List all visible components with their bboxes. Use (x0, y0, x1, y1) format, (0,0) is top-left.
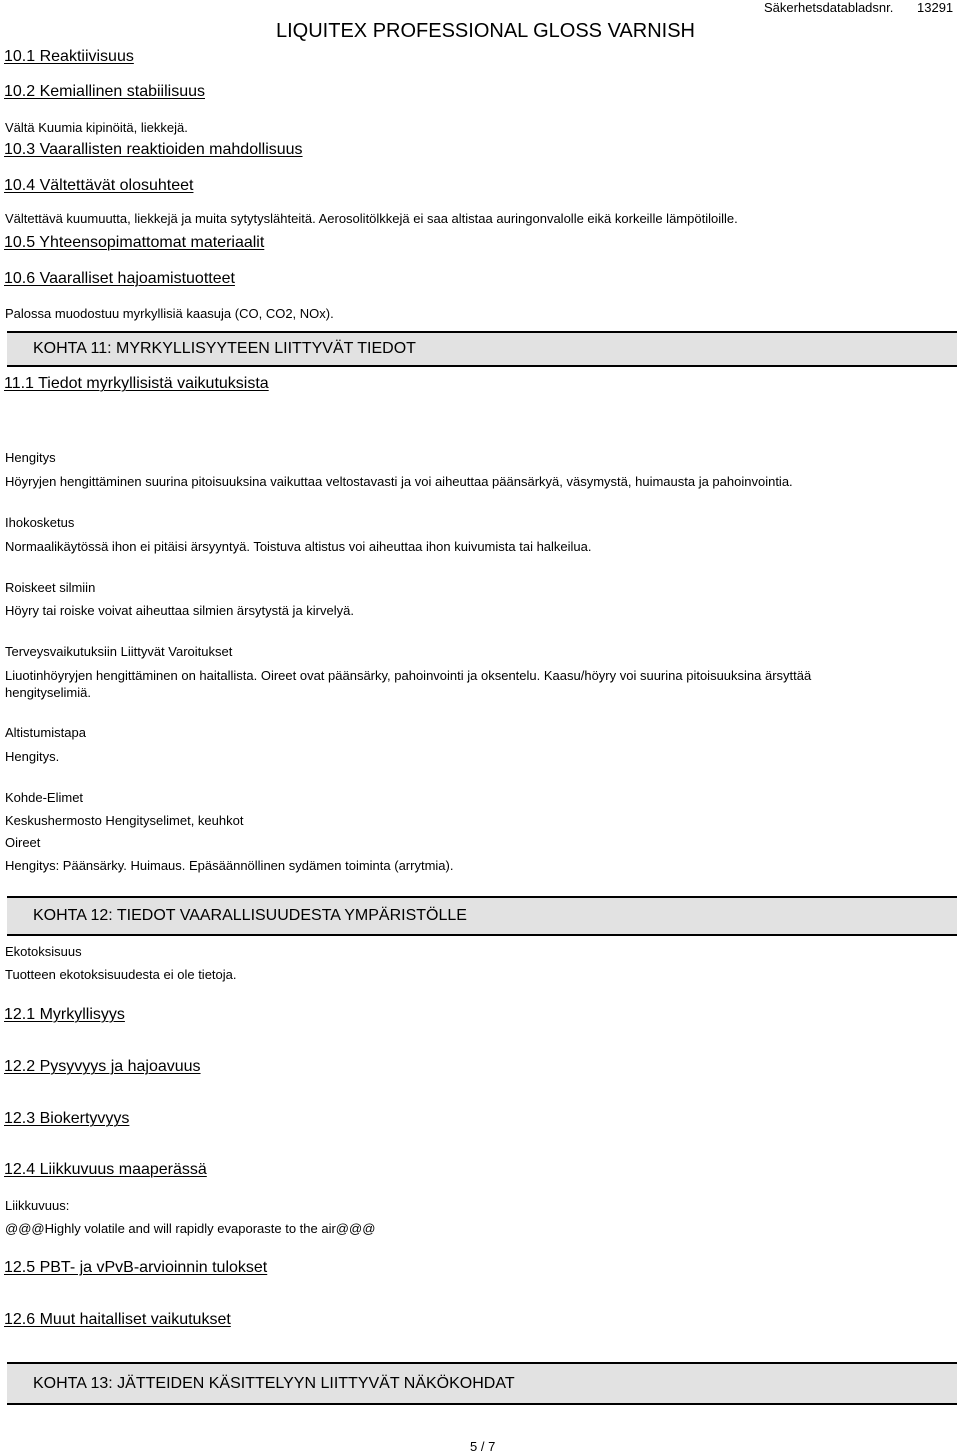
text-ekotoksisuus: Tuotteen ekotoksisuudesta ei ole tietoja. (5, 967, 237, 982)
text-oireet: Hengitys: Päänsärky. Huimaus. Epäsäännöllinen sydämen toiminta (arrytmia). (5, 858, 454, 873)
section-13-banner (7, 1362, 957, 1405)
text-ihokosketus: Normaalikäytössä ihon ei pitäisi ärsyyntyä. Toistuva altistus voi aiheuttaa ihon kuivumista tai halkeilua. (5, 539, 592, 554)
section-12-banner (7, 896, 957, 936)
label-altistumistapa: Altistumistapa (5, 725, 86, 740)
label-silmat: Roiskeet silmiin (5, 580, 96, 595)
label-oireet: Oireet (5, 835, 41, 850)
product-title: LIQUITEX PROFESSIONAL GLOSS VARNISH (276, 20, 695, 42)
label-terveysvaroitukset: Terveysvaikutuksiin Liittyvät Varoitukset (5, 644, 233, 659)
label-liikkuvuus: Liikkuvuus: (5, 1198, 70, 1213)
text-silmat: Höyry tai roiske voivat aiheuttaa silmien ärsytystä ja kirvelyä. (5, 603, 354, 618)
section-heading-10-6: 10.6 Vaaralliset hajoamistuotteet (4, 270, 235, 287)
section-heading-12-2: 12.2 Pysyvyys ja hajoavuus (4, 1058, 201, 1075)
text-10-4: Vältettävä kuumuutta, liekkejä ja muita sytytyslähteitä. Aerosolitölkkejä ei saa altistaa auringonvalolle eikä korkeille lämpötiloille. (5, 211, 738, 226)
section-heading-12-3: 12.3 Biokertyvyys (4, 1110, 130, 1127)
document-type-label: Säkerhetsdatabladsnr. (764, 0, 894, 15)
text-liikkuvuus: @@@Highly volatile and will rapidly evaporaste to the air@@@ (5, 1221, 376, 1236)
section-heading-12-5: 12.5 PBT- ja vPvB-arvioinnin tulokset (4, 1259, 268, 1276)
section-heading-10-3: 10.3 Vaarallisten reaktioiden mahdollisuus (4, 141, 303, 158)
label-ekotoksisuus: Ekotoksisuus (5, 944, 82, 959)
label-kohde-elimet: Kohde-Elimet (5, 790, 84, 805)
section-heading-10-4: 10.4 Vältettävät olosuhteet (4, 177, 194, 194)
section-heading-11-1: 11.1 Tiedot myrkyllisistä vaikutuksista (4, 375, 269, 392)
text-terveysvaroitukset-line1: Liuotinhöyryjen hengittäminen on haitallista. Oireet ovat päänsärky, pahoinvointi ja oksentelu. Kaasu/höyry voi suurina pitoisuuksina ärsyttää (5, 668, 812, 683)
text-terveysvaroitukset-line2: hengityselimiä. (5, 685, 91, 700)
section-heading-12-4: 12.4 Liikkuvuus maaperässä (4, 1161, 207, 1178)
section-12-title: KOHTA 12: TIEDOT VAARALLISUUDESTA YMPÄRISTÖLLE (33, 907, 467, 924)
section-11-banner (7, 331, 957, 367)
text-kohde-elimet: Keskushermosto Hengityselimet, keuhkot (5, 813, 244, 828)
section-heading-10-1: 10.1 Reaktiivisuus (4, 48, 134, 65)
section-13-title: KOHTA 13: JÄTTEIDEN KÄSITTELYYN LIITTYVÄT NÄKÖKOHDAT (33, 1375, 515, 1392)
label-ihokosketus: Ihokosketus (5, 515, 75, 530)
text-altistumistapa: Hengitys. (5, 749, 60, 764)
label-hengitys: Hengitys (5, 450, 56, 465)
text-10-6: Palossa muodostuu myrkyllisiä kaasuja (CO, CO2, NOx). (5, 306, 334, 321)
section-heading-12-6: 12.6 Muut haitalliset vaikutukset (4, 1311, 231, 1328)
section-heading-10-2: 10.2 Kemiallinen stabiilisuus (4, 83, 205, 100)
section-heading-12-1: 12.1 Myrkyllisyys (4, 1006, 125, 1023)
text-10-2: Vältä Kuumia kipinöitä, liekkejä. (5, 120, 188, 135)
document-number: 13291 (917, 0, 954, 15)
section-heading-10-5: 10.5 Yhteensopimattomat materiaalit (4, 234, 265, 251)
section-11-title: KOHTA 11: MYRKYLLISYYTEEN LIITTYVÄT TIEDOT (33, 340, 416, 357)
text-hengitys: Höyryjen hengittäminen suurina pitoisuuksina vaikuttaa veltostavasti ja voi aiheuttaa päänsärkyä, väsymystä, huimausta ja pahoinvointia. (5, 474, 793, 489)
page-number: 5 / 7 (470, 1439, 496, 1454)
